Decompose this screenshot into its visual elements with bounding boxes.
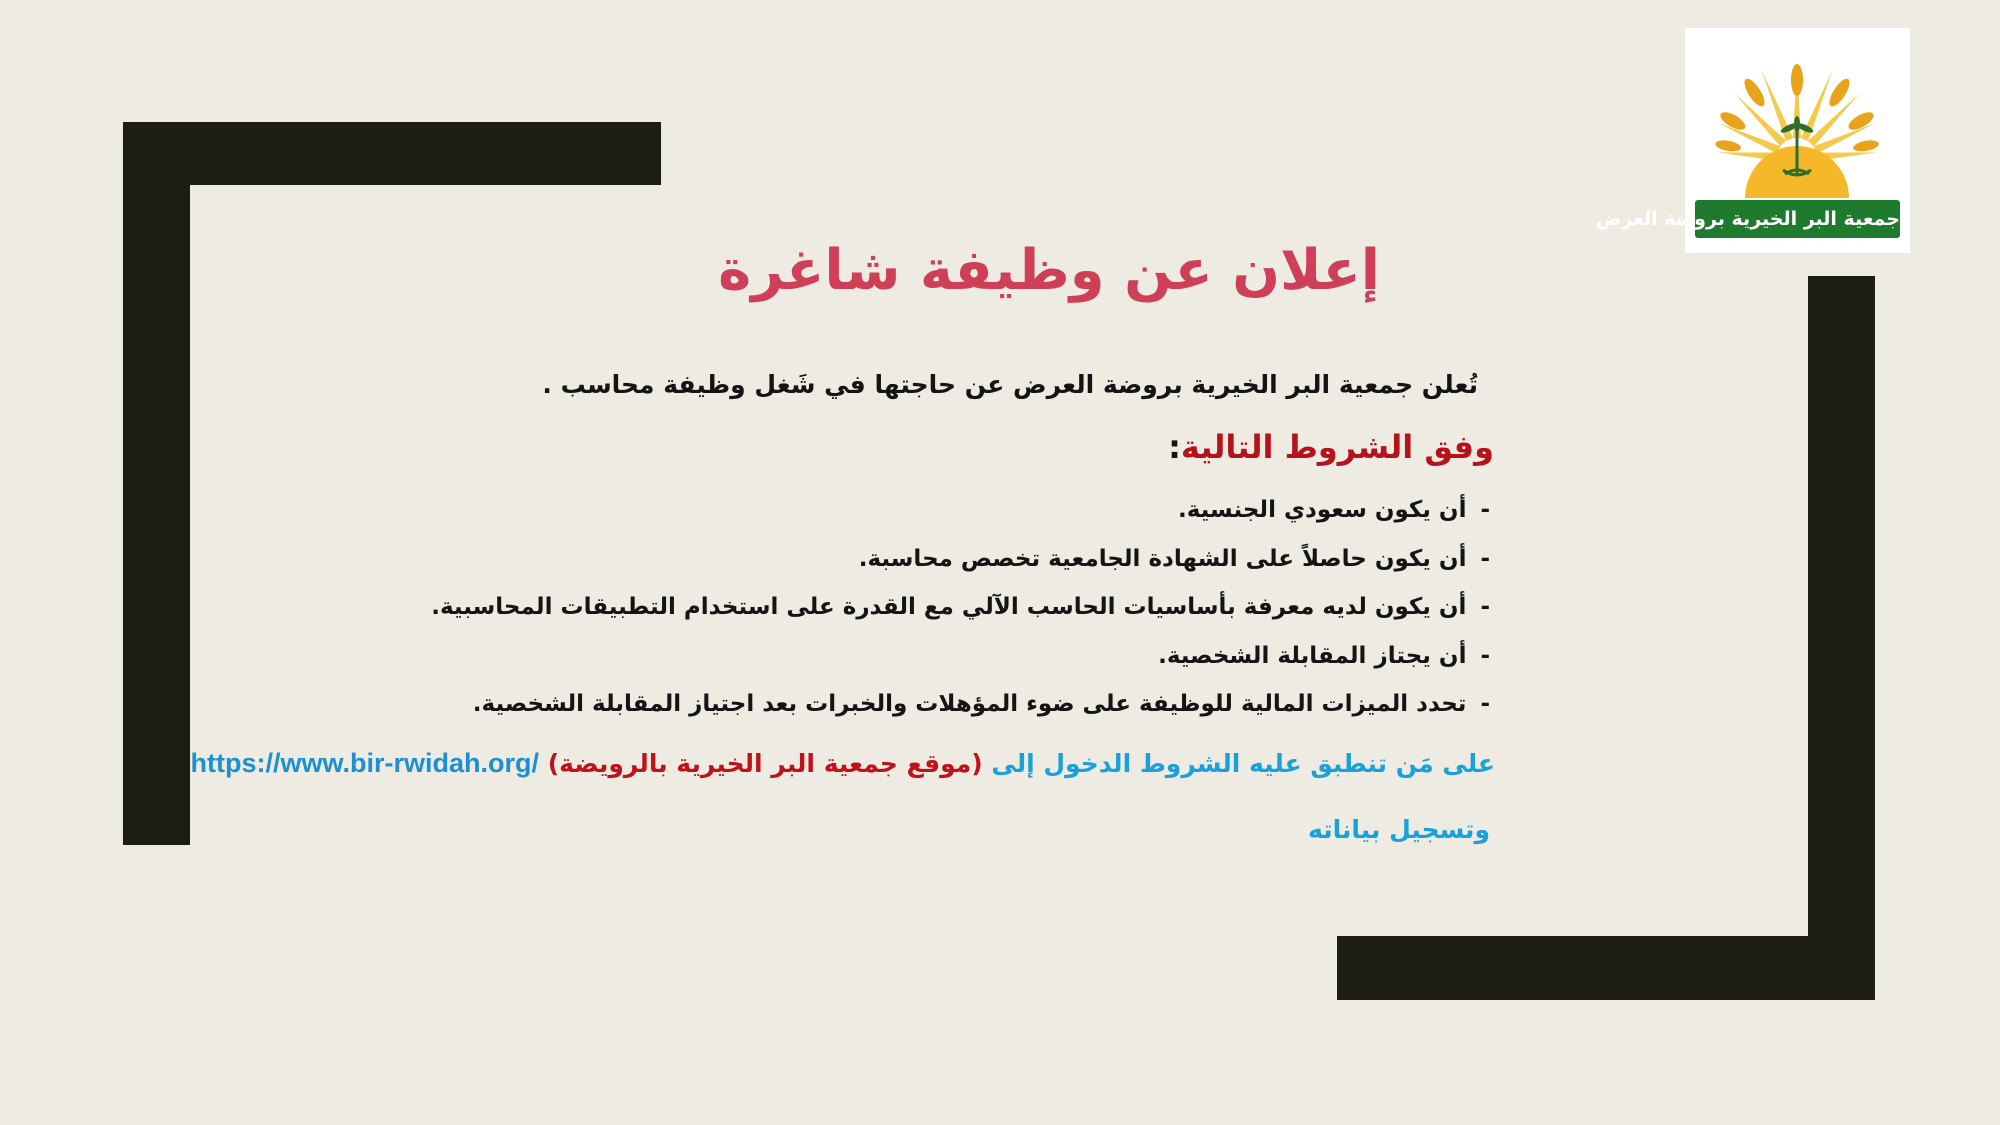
apply-instructions <box>191 748 1495 779</box>
open-paren: ( <box>971 749 983 778</box>
requirement-text: أن يكون سعودي الجنسية. <box>1177 497 1467 523</box>
frame-top-left-horizontal <box>123 122 661 185</box>
logo-lettering: جمعية البر الخيرية بروضة العرض <box>1695 200 1900 238</box>
requirement-text: تحدد الميزات المالية للوظيفة على ضوء المؤهلات والخبرات بعد اجتياز المقابلة الشخصية. <box>472 691 1467 717</box>
apply-lead-text: على مَن تنطبق عليه الشروط الدخول إلى <box>982 749 1495 778</box>
register-text: وتسجيل بياناته <box>1308 815 1490 844</box>
bullet-dash: - <box>1480 594 1490 620</box>
list-item <box>431 684 1490 733</box>
conditions-heading-text: وفق الشروط التالية <box>1180 428 1494 466</box>
bullet-dash: - <box>1480 545 1490 572</box>
conditions-heading-colon: : <box>1168 428 1181 466</box>
bullet-dash: - <box>1480 497 1490 523</box>
page-title: إعلان عن وظيفة شاغرة <box>718 238 1380 303</box>
list-item <box>431 490 1490 539</box>
requirement-text: أن يكون لديه معرفة بأساسيات الحاسب الآلي مع القدرة على استخدام التطبيقات المحاسبية. <box>431 594 1467 620</box>
intro-text: تُعلن جمعية البر الخيرية بروضة العرض عن حاجتها في شَغل وظيفة محاسب . <box>542 370 1478 399</box>
bullet-dash: - <box>1480 642 1490 669</box>
bullet-dash: - <box>1480 691 1490 717</box>
frame-bottom-right-horizontal <box>1337 936 1875 1000</box>
conditions-heading <box>1168 428 1494 466</box>
list-item <box>431 636 1490 685</box>
requirement-text: أن يجتاز المقابلة الشخصية. <box>1158 642 1467 669</box>
list-item <box>431 587 1490 636</box>
organization-logo <box>1595 28 1910 253</box>
requirement-text: أن يكون حاصلاً على الشهادة الجامعية تخصص محاسبة. <box>858 545 1467 572</box>
close-paren: ) <box>547 749 560 778</box>
frame-top-left-vertical <box>123 122 190 845</box>
requirements-list <box>431 490 1490 733</box>
website-link[interactable]: https://www.bir-rwidah.org/ <box>190 748 539 778</box>
frame-bottom-right-vertical <box>1808 276 1875 1000</box>
site-name-text: موقع جمعية البر الخيرية بالرويضة <box>559 749 972 778</box>
list-item <box>431 539 1490 588</box>
